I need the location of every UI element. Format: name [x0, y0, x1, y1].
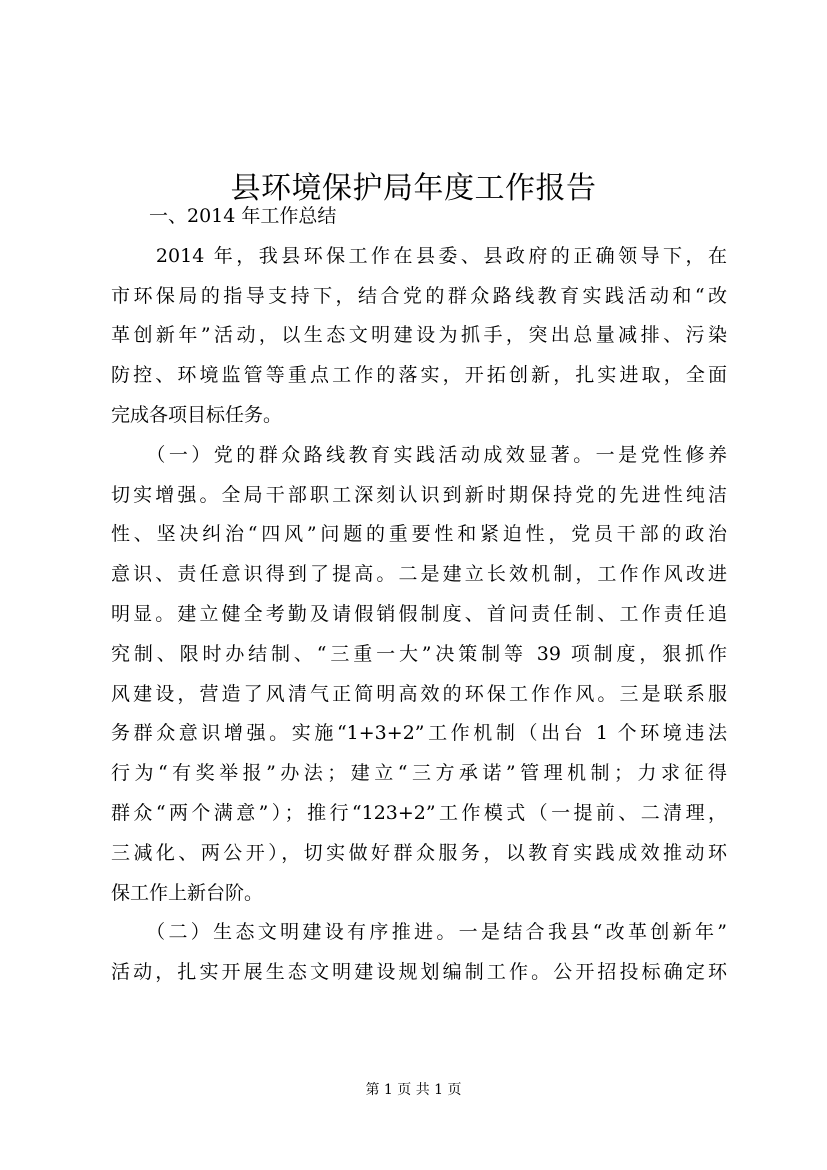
text-line: 究制、限时办结制、“三重一大”决策制等 39 项制度，狠抓作 [111, 642, 727, 665]
text-line: 风建设，营造了风清气正简明高效的环保工作作风。三是联系服 [111, 682, 727, 705]
text-line: 三减化、两公开），切实做好群众服务，以教育实践成效推动环 [111, 841, 727, 864]
text-line: 2014 年，我县环保工作在县委、县政府的正确领导下，在 [111, 244, 727, 267]
page-footer: 第 1 页 共 1 页 [365, 1082, 462, 1098]
text-line: 群众“两个满意”）；推行“123+2”工作模式（一提前、二清理， [111, 801, 727, 824]
text-line: 性、坚决纠治“四风”问题的重要性和紧迫性，党员干部的政治 [111, 523, 727, 546]
text-line: 完成各项目标任务。 [111, 403, 283, 426]
text-line: 保工作上新台阶。 [111, 881, 264, 904]
text-line: 明显。建立健全考勤及请假销假制度、首问责任制、工作责任追 [111, 602, 727, 625]
document-title: 县环境保护局年度工作报告 [230, 171, 597, 207]
text-line: （二）生态文明建设有序推进。一是结合我县“改革创新年” [111, 921, 727, 944]
text-line: 一、2014 年工作总结 [111, 205, 337, 227]
text-line: （一）党的群众路线教育实践活动成效显著。一是党性修养 [111, 443, 727, 466]
text-line: 务群众意识增强。实施“1+3+2”工作机制（出台 1 个环境违法 [111, 722, 727, 745]
text-line: 行为“有奖举报”办法；建立“三方承诺”管理机制；力求征得 [111, 762, 727, 785]
text-line: 意识、责任意识得到了提高。二是建立长效机制，工作作风改进 [111, 563, 727, 586]
text-line: 革创新年”活动，以生态文明建设为抓手，突出总量减排、污染 [111, 324, 727, 347]
document-body [111, 197, 727, 993]
text-line: 防控、环境监管等重点工作的落实，开拓创新，扎实进取，全面 [111, 364, 727, 387]
text-line: 切实增强。全局干部职工深刻认识到新时期保持党的先进性纯洁 [111, 483, 727, 506]
text-line: 市环保局的指导支持下，结合党的群众路线教育实践活动和“改 [111, 284, 727, 307]
text-line: 活动，扎实开展生态文明建设规划编制工作。公开招投标确定环 [111, 961, 727, 984]
